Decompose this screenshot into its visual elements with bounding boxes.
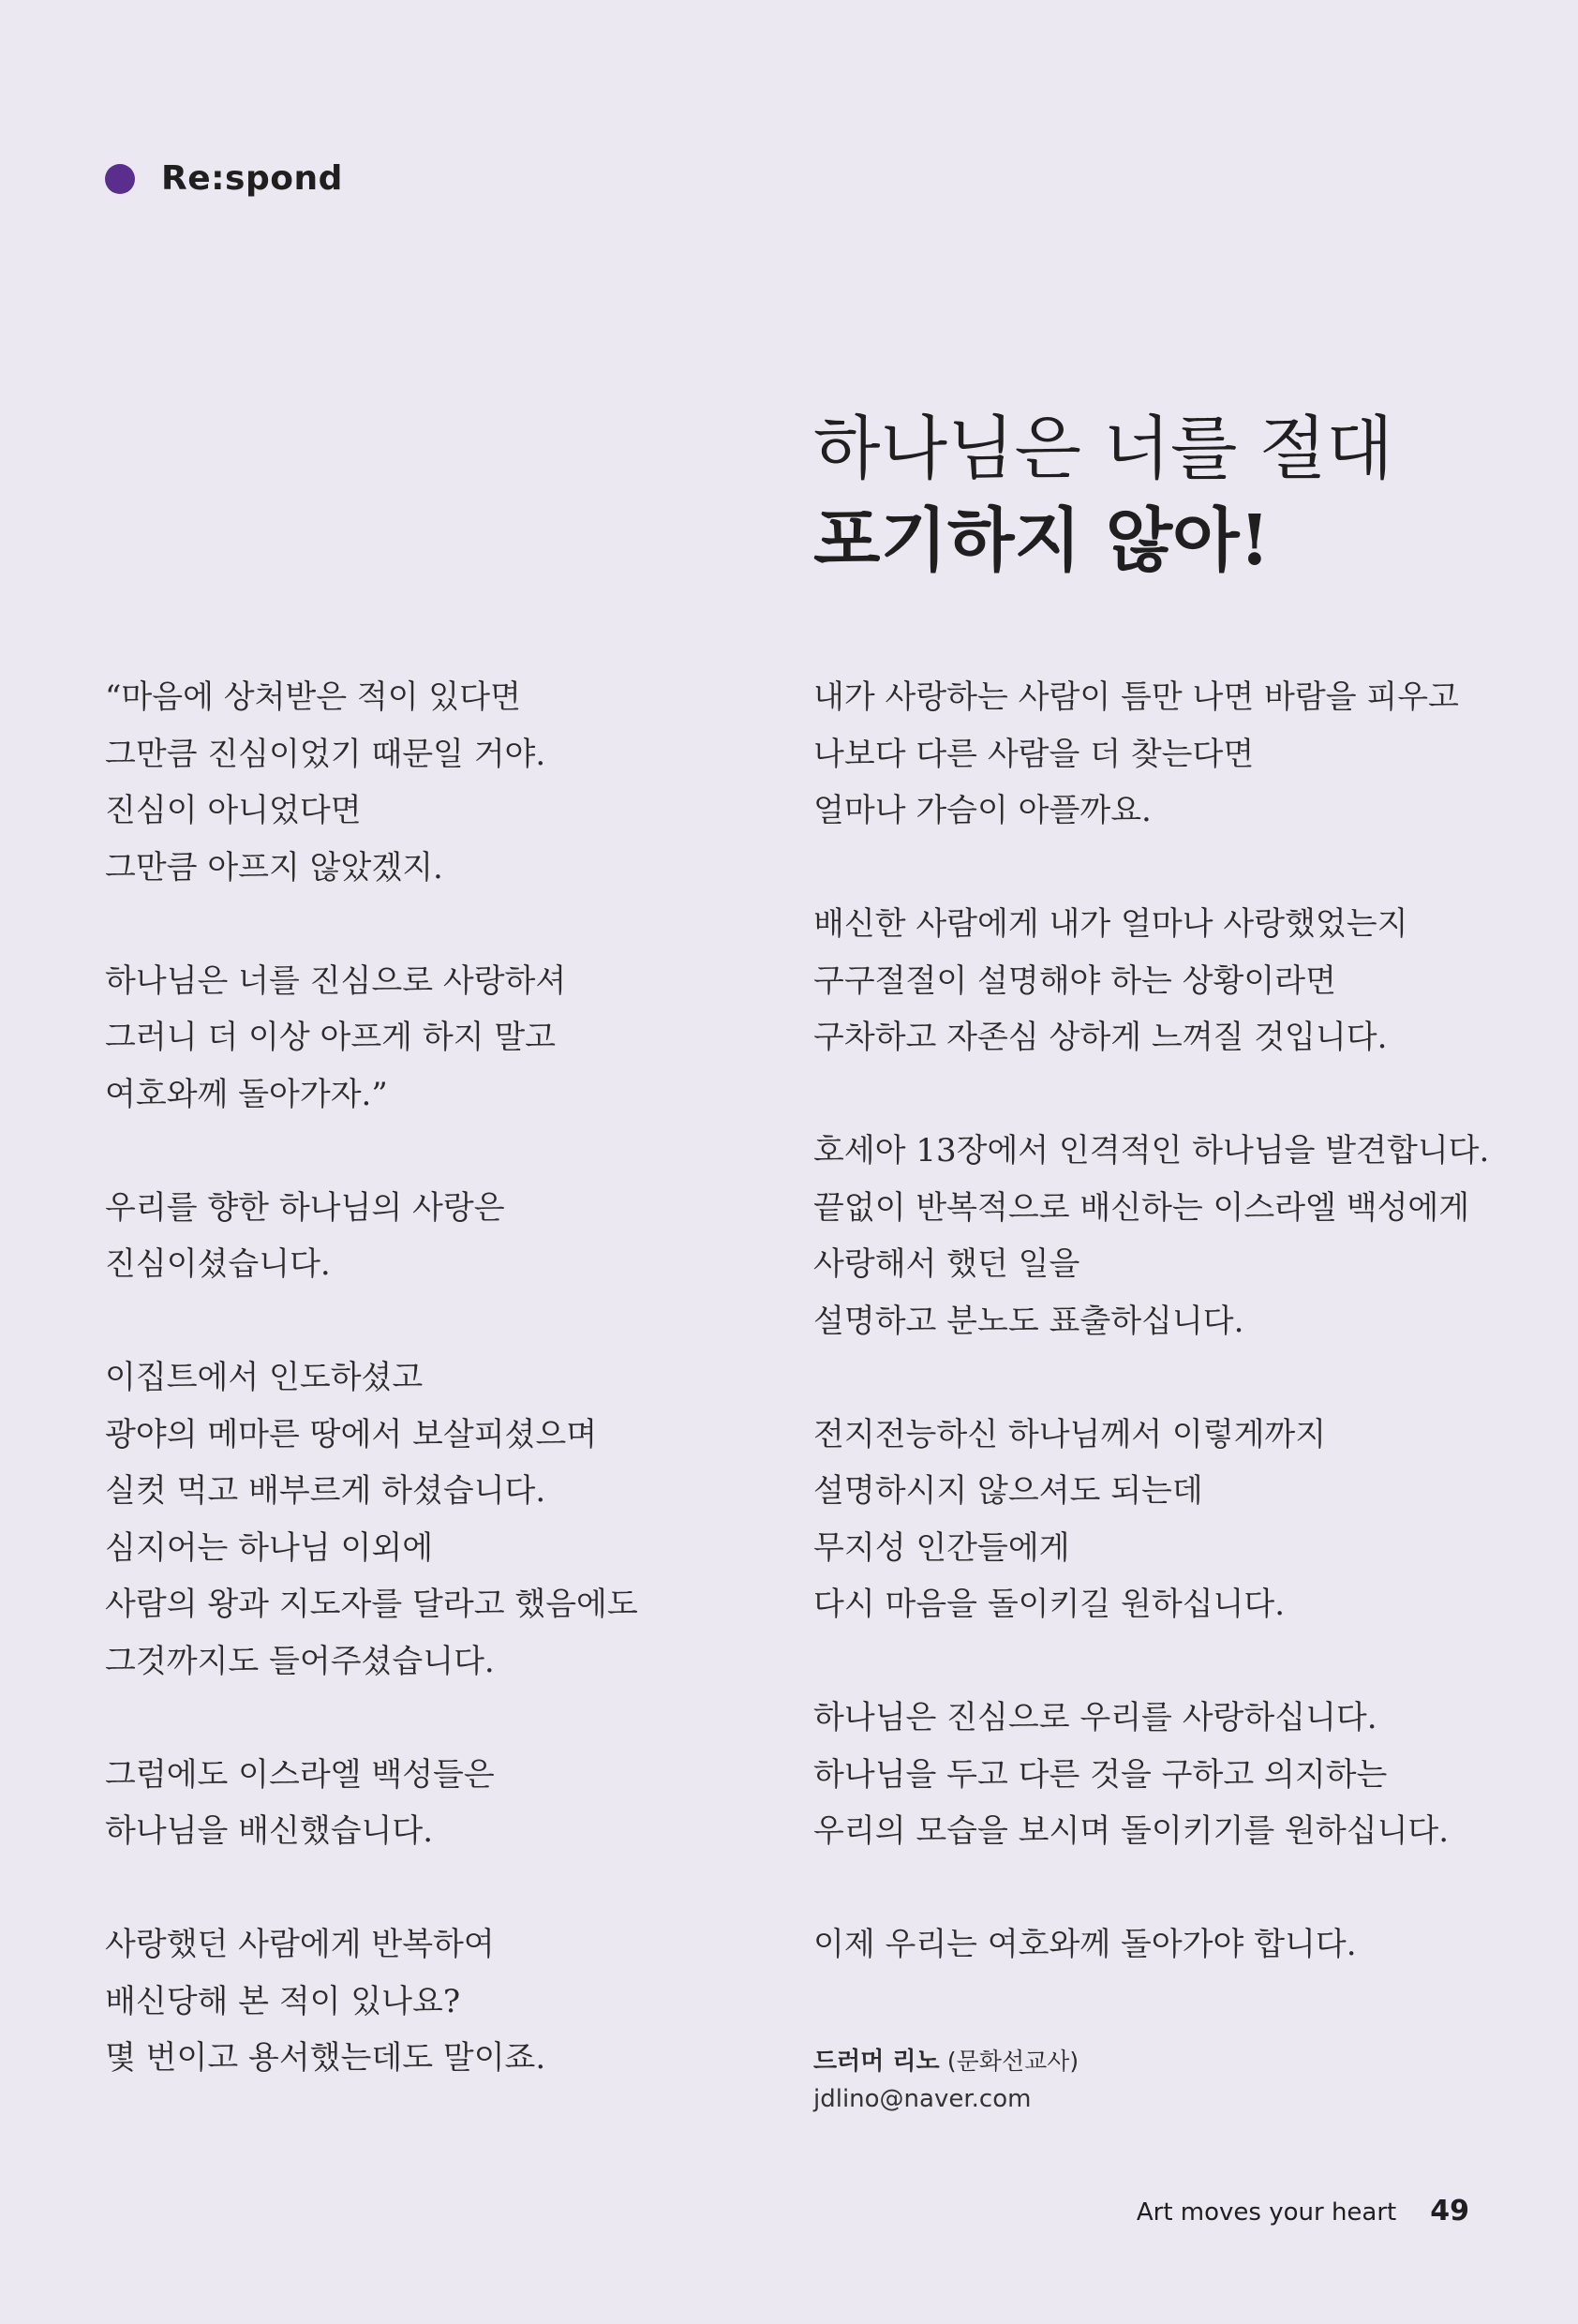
footer-tagline: Art moves your heart — [1136, 2198, 1397, 2227]
body-line: 무지성 인간들에게 — [813, 1528, 1070, 1567]
body-line: 구구절절이 설명해야 하는 상황이라면 — [813, 961, 1336, 1000]
body-paragraph — [813, 896, 1526, 1066]
body-line: 여호와께 돌아가자.” — [105, 1075, 388, 1113]
body-line: 그러니 더 이상 아프게 하지 말고 — [105, 1019, 557, 1056]
body-line: 그것까지도 들어주셨습니다. — [105, 1642, 495, 1680]
body-line: 호세아 13장에서 인격적인 하나님을 발견합니다. — [813, 1132, 1490, 1169]
body-line: 이집트에서 인도하셨고 — [105, 1359, 424, 1396]
body-paragraph — [813, 1407, 1526, 1633]
body-line: 얼마나 가슴이 아플까요. — [813, 792, 1152, 829]
section-label: Re:spond — [161, 159, 343, 198]
left-column-body — [105, 669, 761, 2087]
body-line: 설명하시지 않으셔도 되는데 — [813, 1472, 1203, 1510]
body-paragraph — [813, 1690, 1526, 1860]
body-line: 그럼에도 이스라엘 백성들은 — [105, 1755, 495, 1794]
body-line: 광야의 메마른 땅에서 보살피셨으며 — [105, 1415, 598, 1453]
section-tag — [105, 159, 343, 198]
body-line: 사랑했던 사람에게 반복하여 — [105, 1926, 495, 1963]
author-name: 드러머 리노 — [813, 2048, 940, 2076]
body-line: 구차하고 자존심 상하게 느껴질 것입니다. — [813, 1019, 1388, 1056]
body-paragraph — [105, 1180, 761, 1293]
body-line: 진심이 아니었다면 — [105, 792, 362, 829]
body-line: 이제 우리는 여호와께 돌아가야 합니다. — [813, 1926, 1357, 1963]
body-line: 하나님은 진심으로 우리를 사랑하십니다. — [813, 1699, 1377, 1736]
body-line: 그만큼 진심이었기 때문일 거야. — [105, 735, 546, 773]
body-line: 다시 마음을 돌이키길 원하십니다. — [813, 1586, 1286, 1623]
body-line: 배신한 사람에게 내가 얼마나 사랑했었는지 — [813, 905, 1408, 943]
body-line: 그만큼 아프지 않았겠지. — [105, 848, 443, 886]
page-footer — [1137, 2195, 1469, 2227]
section-bullet-icon — [105, 164, 135, 194]
body-line: 몇 번이고 용서했는데도 말이죠. — [105, 2039, 546, 2077]
body-paragraph — [105, 1916, 761, 2087]
body-line: 사랑해서 했던 일을 — [813, 1245, 1080, 1283]
body-line: 끝없이 반복적으로 배신하는 이스라엘 백성에게 — [813, 1188, 1470, 1227]
article-title-line-2: 포기하지 않아! — [813, 500, 1271, 581]
body-paragraph — [105, 953, 761, 1124]
body-line: 내가 사랑하는 사람이 틈만 나면 바람을 피우고 — [813, 678, 1459, 716]
body-line: 실컷 먹고 배부르게 하셨습니다. — [105, 1472, 546, 1510]
body-line: “마음에 상처받은 적이 있다면 — [105, 678, 521, 716]
page-number: 49 — [1430, 2195, 1469, 2227]
author-byline — [813, 2043, 1079, 2080]
body-paragraph — [105, 1747, 761, 1860]
body-paragraph — [813, 1916, 1526, 1974]
body-line: 배신당해 본 적이 있나요? — [105, 1982, 461, 2020]
author-role: (문화선교사) — [946, 2048, 1079, 2075]
body-paragraph — [105, 669, 761, 896]
body-line: 우리의 모습을 보시며 돌이키기를 원하십니다. — [813, 1812, 1450, 1850]
body-line: 전지전능하신 하나님께서 이렇게까지 — [813, 1415, 1327, 1453]
body-line: 하나님은 너를 진심으로 사랑하셔 — [105, 961, 567, 1000]
author-block — [813, 2043, 1079, 2118]
body-line: 하나님을 두고 다른 것을 구하고 의지하는 — [813, 1755, 1388, 1794]
body-paragraph — [105, 1349, 761, 1690]
body-line: 하나님을 배신했습니다. — [105, 1812, 434, 1850]
body-paragraph — [813, 669, 1526, 840]
body-paragraph — [813, 1123, 1526, 1349]
article-title — [813, 403, 1526, 587]
right-column-body — [813, 669, 1526, 1974]
body-line: 사람의 왕과 지도자를 달라고 했음에도 — [105, 1586, 638, 1623]
body-line: 심지어는 하나님 이외에 — [105, 1528, 434, 1567]
body-line: 나보다 다른 사람을 더 찾는다면 — [813, 735, 1255, 773]
author-email: jdlino@naver.com — [813, 2085, 1032, 2113]
body-line: 진심이셨습니다. — [105, 1245, 331, 1283]
article-title-line-1: 하나님은 너를 절대 — [813, 409, 1393, 489]
body-line: 설명하고 분노도 표출하십니다. — [813, 1302, 1244, 1340]
body-line: 우리를 향한 하나님의 사랑은 — [105, 1188, 505, 1227]
